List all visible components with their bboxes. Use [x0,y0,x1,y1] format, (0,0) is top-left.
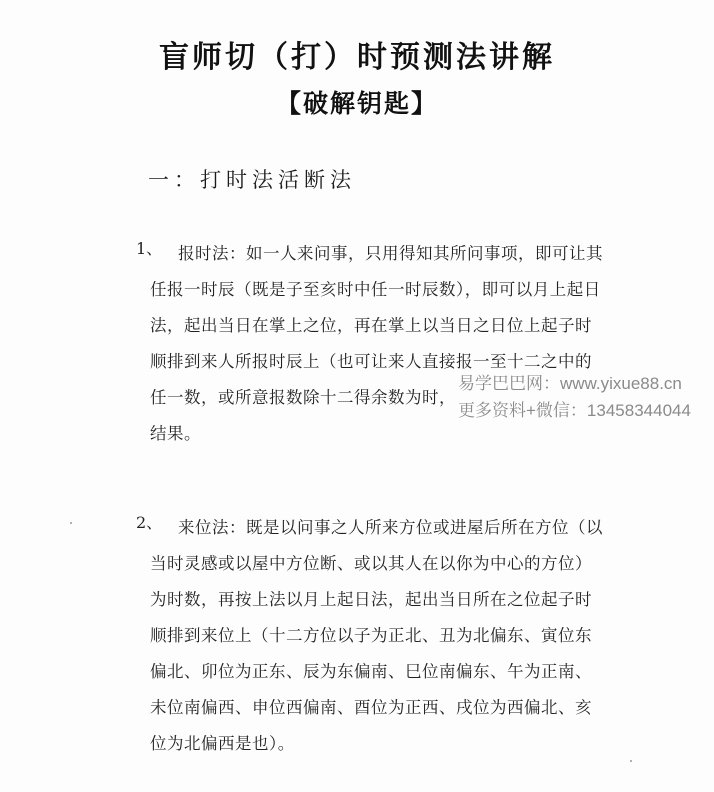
list-item-number: 1、 [136,239,163,258]
page-subtitle: 【破解钥匙】 [275,89,438,118]
text-line: 来位法：既是以问事之人所来方位或进屋后所在方位（以 [178,518,603,537]
text-line: 顺排到来位上（十二方位以子为正北、丑为北偏东、寅位东 [150,626,592,645]
list-item-text [150,510,640,762]
scan-speck [70,522,72,524]
text-line: 结果。 [150,424,201,443]
text-line: 当时灵感或以屋中方位断、或以其人在以你为中心的方位） [150,554,592,573]
text-line: 任报一时辰（既是子至亥时中任一时辰数），即可以月上起日 [150,280,601,299]
watermark-site: 易学巴巴网：www.yixue88.cn [458,374,682,393]
list-item-number: 2、 [136,513,163,532]
text-line: 偏北、卯位为正东、辰为东偏南、巳位南偏东、午为正南、 [150,662,592,681]
watermark-contact: 更多资料+微信：13458344044 [458,401,691,420]
text-line: 任一数，或所意报数除十二得余数为时， [150,388,456,407]
page-title: 盲师切（打）时预测法讲解 [159,40,555,75]
text-line: 顺排到来人所报时辰上（也可让来人直接报一至十二之中的 [150,352,592,371]
scan-speck [630,760,632,762]
text-line: 为时数，再按上法以月上起日法，起出当日所在之位起子时 [150,590,592,609]
text-line: 法，起出当日在掌上之位，再在掌上以当日之日位上起子时 [150,316,592,335]
text-line: 位为北偏西是也）。 [150,734,295,753]
text-line: 未位南偏西、申位西偏南、酉位为正西、戌位为西偏北、亥 [150,698,592,717]
section-heading: 一：打时法活断法 [148,168,356,192]
watermark [458,370,714,424]
text-line: 报时法：如一人来问事，只用得知其所问事项，即可让其 [178,244,603,263]
